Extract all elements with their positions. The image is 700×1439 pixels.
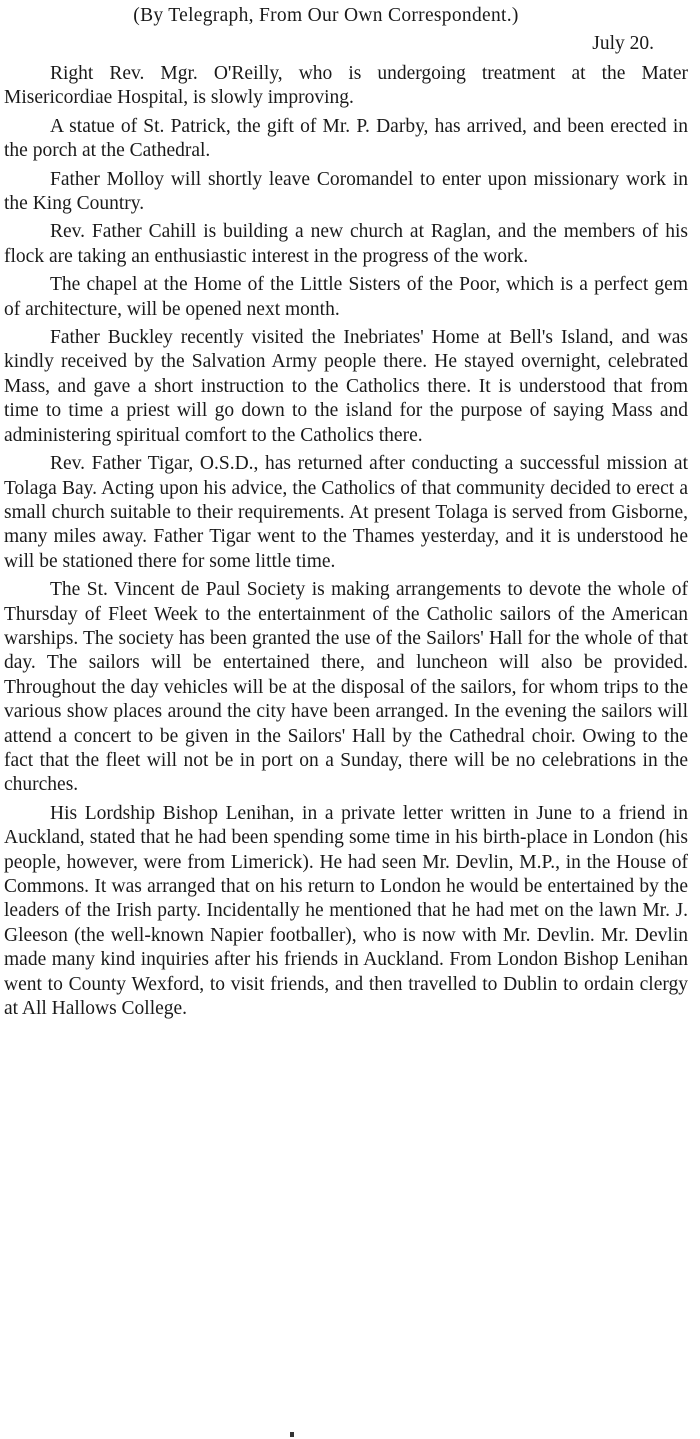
date: July 20. xyxy=(592,33,654,54)
news-column xyxy=(4,0,688,1021)
paragraph-st-vincent: The St. Vincent de Paul Society is making arrangements to devote the whole of Thursday of Fleet Week to the entertainment of the Catholic sailors of the American warships. The society has been granted the use of the Sailors' Hall for the whole of that day. The sailors will be entertained there, and luncheon will also be provided. Throughout the day vehicles will be at the disposal of the sailors, for whom trips to the various show places around the city have been arranged. In the evening the sailors will attend a concert to be given in the Sailors' Hall by the Cathedral choir. Owing to the fact that the fleet will not be in port on a Sunday, there will be no celebrations in the churches. xyxy=(4,579,688,796)
paragraph-buckley: Father Buckley recently visited the Inebriates' Home at Bell's Island, and was kindly received by the Salvation Army people there. He stayed overnight, celebrated Mass, and gave a short instruction to the Catholics there. It is understood that from time to time a priest will go down to the island for the purpose of saying Mass and administering spiritual comfort to the Catholics there. xyxy=(4,327,688,446)
paragraph-lenihan: His Lordship Bishop Lenihan, in a private letter written in June to a friend in Auckland, stated that he had been spending some time in his birth-place in London (his people, however, were from Limerick). He had seen Mr. Devlin, M.P., in the House of Commons. It was arranged that on his return to London he would be entertained by the leaders of the Irish party. Incidentally he mentioned that he had met on the lawn Mr. J. Gleeson (the well-known Napier footballer), who is now with Mr. Devlin. Mr. Devlin made many kind inquiries after his friends in Auckland. From London Bishop Lenihan went to County Wexford, to visit friends, and then travelled to Dublin to ordain clergy at All Hallows College. xyxy=(4,802,688,1020)
paragraph-chapel: The chapel at the Home of the Little Sisters of the Poor, which is a perfect gem of architecture, will be opened next month. xyxy=(4,274,688,320)
paragraph-cahill: Rev. Father Cahill is building a new church at Raglan, and the members of his flock are taking an enthusiastic interest in the progress of the work. xyxy=(4,221,688,267)
paragraph-oreilly: Right Rev. Mgr. O'Reilly, who is undergoing treatment at the Mater Misericordiae Hospital, is slowly improving. xyxy=(4,63,688,109)
paragraph-tigar: Rev. Father Tigar, O.S.D., has returned after conducting a successful mission at Tolaga Bay. Acting upon his advice, the Catholics of that community decided to erect a small church suitable to their requirements. At present Tolaga is served from Gisborne, many miles away. Father Tigar went to the Thames yesterday, and it is understood he will be stationed there for some little time. xyxy=(4,453,688,572)
dateline: (By Telegraph, From Our Own Correspondent.) xyxy=(133,5,519,26)
paragraph-molloy: Father Molloy will shortly leave Coromandel to enter upon missionary work in the King Country. xyxy=(4,168,688,215)
print-mark xyxy=(290,1432,294,1437)
paragraph-statue: A statue of St. Patrick, the gift of Mr. P. Darby, has arrived, and been erected in the porch at the Cathedral. xyxy=(4,115,688,162)
